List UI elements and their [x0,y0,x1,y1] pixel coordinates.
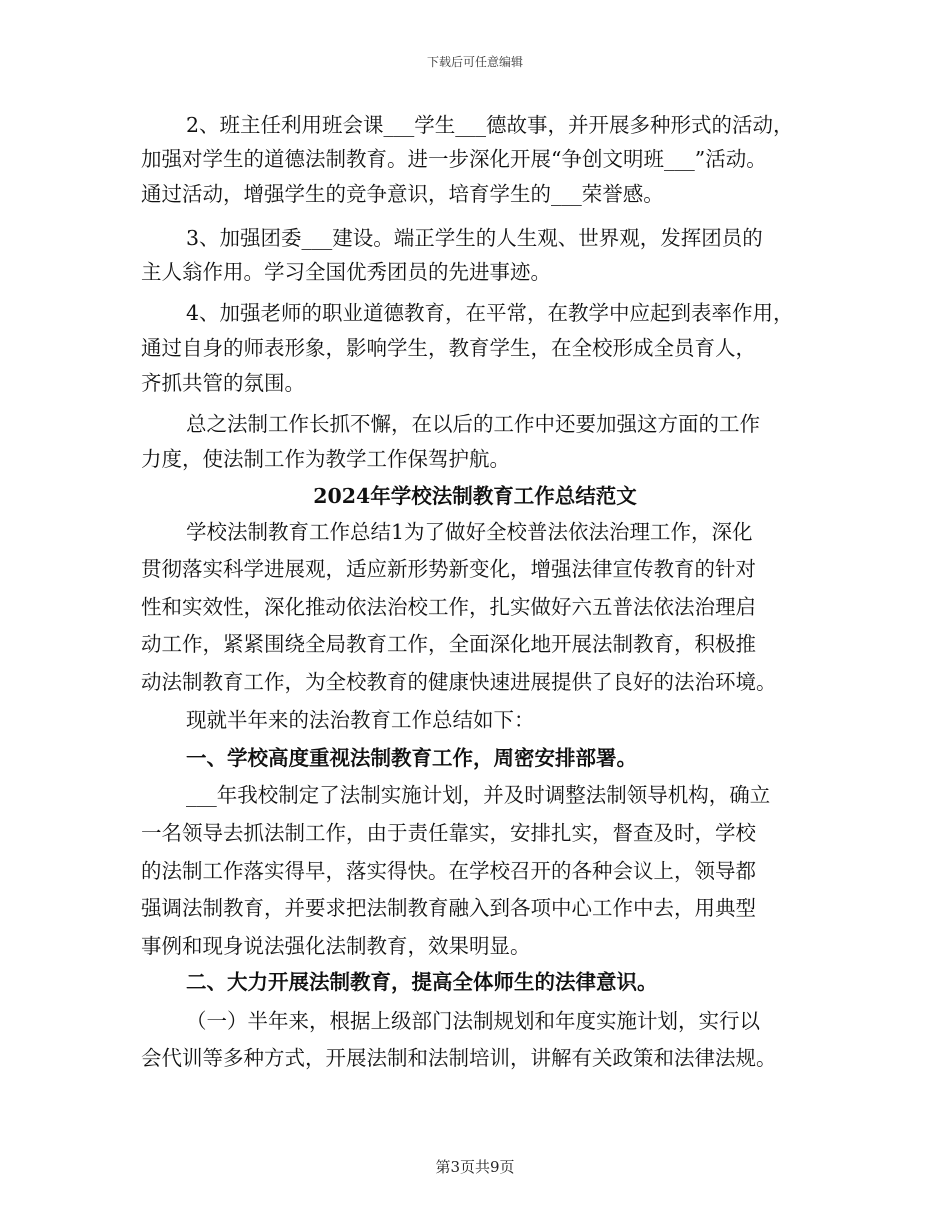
paragraph-line: 动法制教育工作，为全校教育的健康快速进展提供了良好的法治环境。 [141,670,777,694]
page-footer: 第3页共9页 [435,1158,515,1176]
page-header: 下载后可任意编辑 [426,55,523,69]
section-title: 2024年学校法制教育工作总结范文 [313,484,637,508]
paragraph-line: 性和实效性，深化推动依法治校工作，扎实做好六五普法依法治理启 [141,595,756,619]
paragraph-line: 3、加强团委___建设。端正学生的人生观、世界观，发挥团员的 [186,226,763,250]
paragraph-line: （一）半年来，根据上级部门法制规划和年度实施计划，实行以 [186,1009,760,1033]
heading-2: 二、大力开展法制教育，提高全体师生的法律意识。 [186,970,658,994]
paragraph-line: 总之法制工作长抓不懈，在以后的工作中还要加强这方面的工作 [186,412,760,436]
paragraph-line: 一名领导去抓法制工作，由于责任靠实，安排扎实，督查及时，学校 [141,821,756,845]
paragraph-line: 通过活动，增强学生的竞争意识，培育学生的___荣誉感。 [141,182,664,206]
paragraph-line: 事例和现身说法强化法制教育，效果明显。 [141,934,531,958]
paragraph-line: 4、加强老师的职业道德教育，在平常，在教学中应起到表率作用， [186,301,794,325]
paragraph-line: 通过自身的师表形象，影响学生，教育学生，在全校形成全员育人， [141,336,756,360]
paragraph-line: 贯彻落实科学进展观，适应新形势新变化，增强法律宣传教育的针对 [141,557,756,581]
paragraph-line: 强调法制教育，并要求把法制教育融入到各项中心工作中去，用典型 [141,896,756,920]
paragraph-line: 现就半年来的法治教育工作总结如下： [186,708,535,732]
paragraph-line: 加强对学生的道德法制教育。进一步深化开展“争创文明班___”活动。 [141,147,767,171]
paragraph-line: 动工作，紧紧围绕全局教育工作，全面深化地开展法制教育，积极推 [141,632,756,656]
paragraph-line: 主人翁作用。学习全国优秀团员的先进事迹。 [141,260,551,284]
paragraph-line: 力度，使法制工作为教学工作保驾护航。 [141,447,510,471]
paragraph-line: 齐抓共管的氛围。 [141,371,305,395]
paragraph-line: 学校法制教育工作总结1为了做好全校普法依法治理工作，深化 [186,520,753,544]
paragraph-line: 会代训等多种方式，开展法制和法制培训，讲解有关政策和法律法规。 [141,1046,777,1070]
paragraph-line: ___年我校制定了法制实施计划，并及时调整法制领导机构，确立 [186,783,771,807]
heading-1: 一、学校高度重视法制教育工作，周密安排部署。 [186,746,637,770]
paragraph-line: 2、班主任利用班会课___学生___德故事，并开展多种形式的活动， [186,113,794,137]
paragraph-line: 的法制工作落实得早，落实得快。在学校召开的各种会议上，领导都 [141,859,756,883]
